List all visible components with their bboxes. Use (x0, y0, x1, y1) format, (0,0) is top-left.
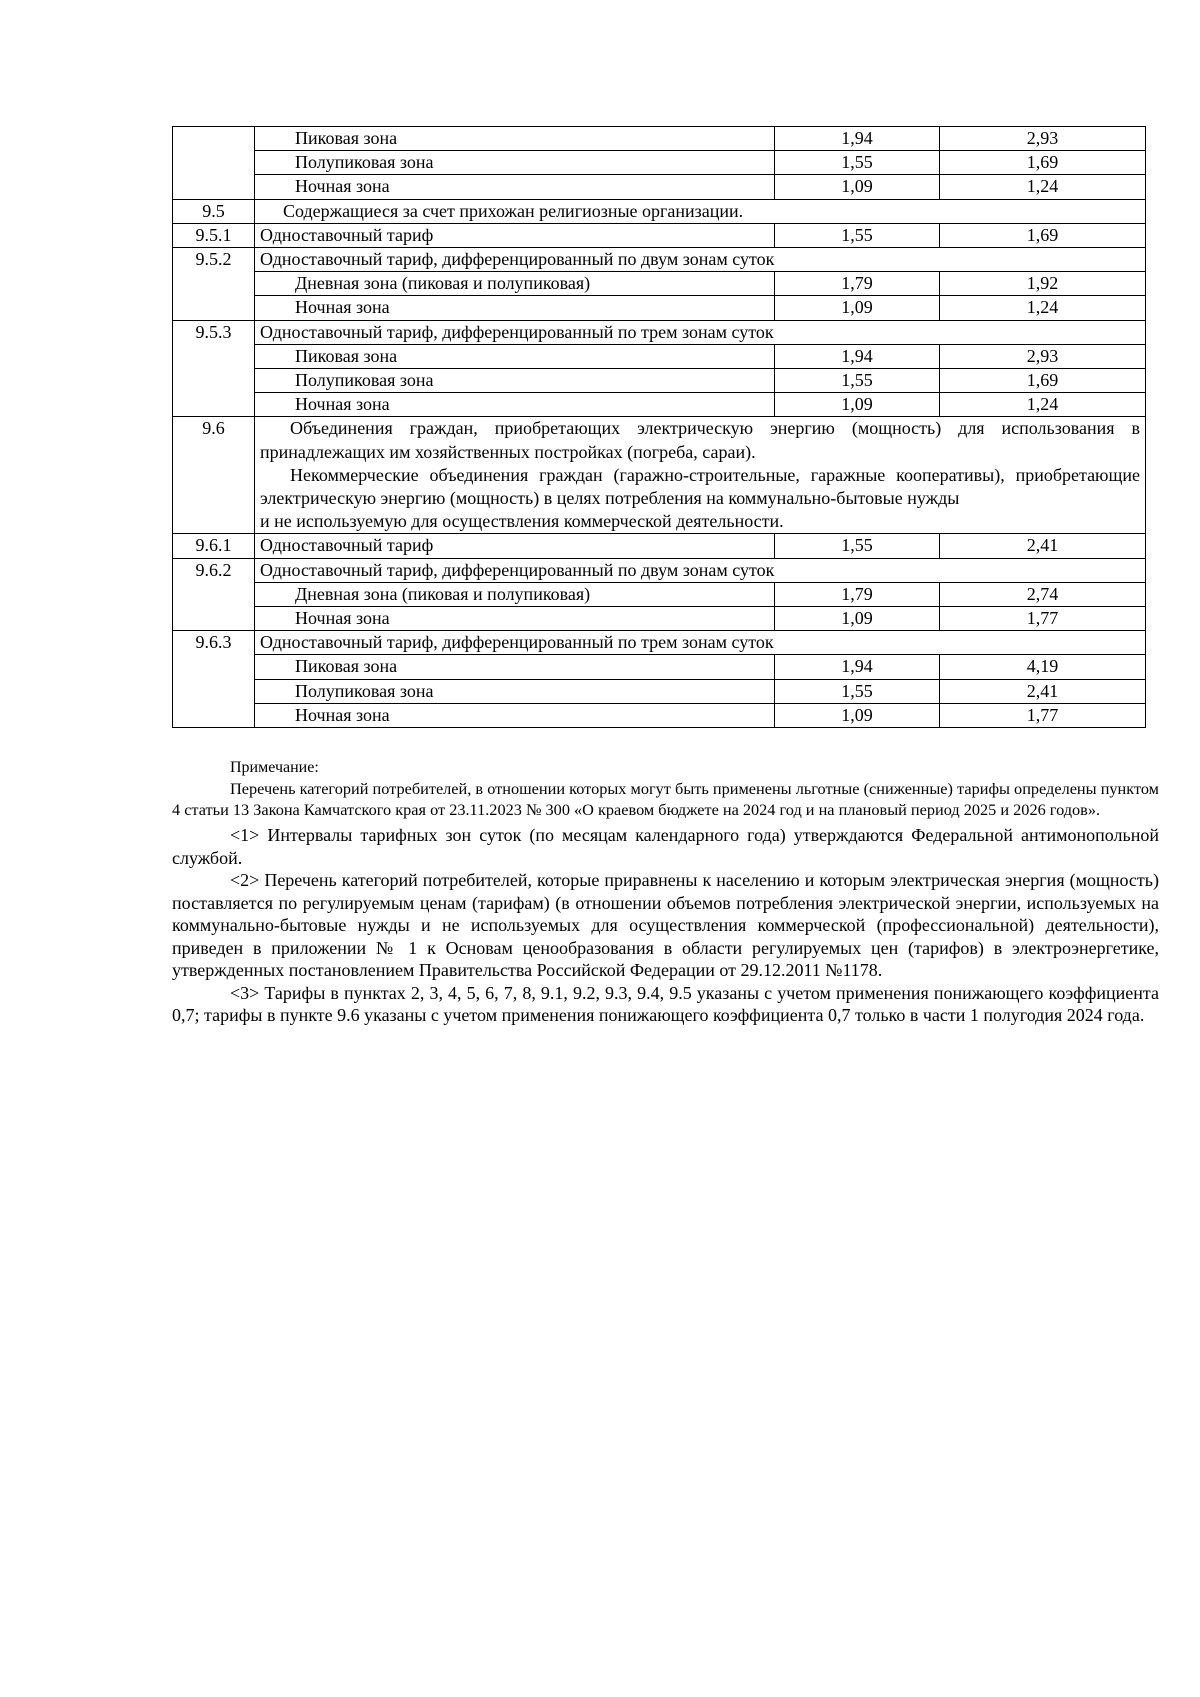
tariff-value-1: 1,79 (775, 582, 940, 606)
tariff-value-1: 1,79 (775, 272, 940, 296)
zone-label: Ночная зона (255, 393, 775, 417)
item-number: 9.5.2 (173, 248, 255, 321)
tariff-table (172, 126, 1146, 728)
table-row (173, 607, 1146, 631)
tariff-value-2: 1,77 (940, 703, 1146, 727)
table-row (173, 393, 1146, 417)
tariff-value-1: 1,09 (775, 175, 940, 199)
notes-section (172, 758, 1159, 1027)
table-row (173, 320, 1146, 344)
table-row (173, 151, 1146, 175)
zone-label: Дневная зона (пиковая и полупиковая) (255, 272, 775, 296)
tariff-value-1: 1,09 (775, 393, 940, 417)
tariff-value-2: 1,69 (940, 151, 1146, 175)
tariff-value-1: 1,55 (775, 151, 940, 175)
tariff-value-2: 2,93 (940, 344, 1146, 368)
tariff-value-2: 2,93 (940, 127, 1146, 151)
tariff-value-1: 1,09 (775, 296, 940, 320)
item-number: 9.6.1 (173, 534, 255, 558)
table-row (173, 223, 1146, 247)
table-row (173, 534, 1146, 558)
tariff-value-1: 1,55 (775, 369, 940, 393)
table-row (173, 655, 1146, 679)
tariff-value-2: 1,92 (940, 272, 1146, 296)
table-row (173, 703, 1146, 727)
zone-label: Ночная зона (255, 296, 775, 320)
section-paragraph: Объединения граждан, приобретающих электрическую энергию (мощность) для использования в принадлежащих им хозяйственных постройках (погреба, сараи). (260, 418, 1140, 462)
tariff-value-2: 2,41 (940, 679, 1146, 703)
tariff-value-1: 1,94 (775, 127, 940, 151)
item-number: 9.5.3 (173, 320, 255, 417)
section-header-row (173, 199, 1146, 223)
table-row (173, 248, 1146, 272)
tariff-label: Одноставочный тариф, дифференцированный по трем зонам суток (255, 320, 1146, 344)
footnote-1: <1> Интервалы тарифных зон суток (по месяцам календарного года) утверждаются Федеральной антимонопольной службой. (172, 825, 1159, 868)
tariff-value-1: 1,09 (775, 703, 940, 727)
tariff-value-1: 1,09 (775, 607, 940, 631)
table-row (173, 631, 1146, 655)
table-row (173, 175, 1146, 199)
zone-label: Дневная зона (пиковая и полупиковая) (255, 582, 775, 606)
zone-label: Пиковая зона (255, 655, 775, 679)
item-number: 9.6 (173, 417, 255, 534)
table-row (173, 344, 1146, 368)
tariff-value-2: 4,19 (940, 655, 1146, 679)
zone-label: Полупиковая зона (255, 151, 775, 175)
zone-label: Пиковая зона (255, 344, 775, 368)
table-row (173, 679, 1146, 703)
item-number: 9.6.3 (173, 631, 255, 728)
tariff-label: Одноставочный тариф, дифференцированный по трем зонам суток (255, 631, 1146, 655)
table-row (173, 582, 1146, 606)
table-row (173, 558, 1146, 582)
zone-label: Ночная зона (255, 703, 775, 727)
tariff-value-2: 1,69 (940, 223, 1146, 247)
section-title: Содержащиеся за счет прихожан религиозные организации. (255, 199, 1146, 223)
tariff-label: Одноставочный тариф (255, 223, 775, 247)
tariff-value-1: 1,55 (775, 679, 940, 703)
tariff-value-2: 2,74 (940, 582, 1146, 606)
footnote-2: <2> Перечень категорий потребителей, которые приравнены к населению и которым электрическая энергия (мощность) поставляется по регулируемым ценам (тарифам) (в отношении объемов потребления электрической энергии, используемых на коммунально-бытовые нужды и не используемых для осуществления коммерческой (профессиональной) деятельности), приведен в приложении № 1 к Основам ценообразования в области регулируемых цен (тарифов) в электроэнергетике, утвержденных постановлением Правительства Российской Федерации от 29.12.2011 №1178. (172, 870, 1159, 980)
tariff-value-2: 1,24 (940, 393, 1146, 417)
zone-label: Полупиковая зона (255, 679, 775, 703)
table-row (173, 369, 1146, 393)
tariff-value-2: 2,41 (940, 534, 1146, 558)
item-number-cell (173, 127, 255, 200)
tariff-value-1: 1,94 (775, 655, 940, 679)
footnote-3: <3> Тарифы в пунктах 2, 3, 4, 5, 6, 7, 8, 9.1, 9.2, 9.3, 9.4, 9.5 указаны с учетом применения понижающего коэффициента 0,7; тарифы в пункте 9.6 указаны с учетом применения понижающего коэффициента 0,7 только в части 1 полугодия 2024 года. (172, 982, 1159, 1025)
tariff-value-2: 1,69 (940, 369, 1146, 393)
tariff-value-1: 1,94 (775, 344, 940, 368)
item-number: 9.6.2 (173, 558, 255, 631)
tariff-value-1: 1,55 (775, 223, 940, 247)
item-number: 9.5 (173, 199, 255, 223)
table-row (173, 272, 1146, 296)
section-header-row (173, 417, 1146, 534)
tariff-value-2: 1,24 (940, 175, 1146, 199)
section-paragraph: и не используемую для осуществления коммерческой деятельности. (260, 511, 784, 532)
zone-label: Пиковая зона (255, 127, 775, 151)
tariff-label: Одноставочный тариф (255, 534, 775, 558)
tariff-value-1: 1,55 (775, 534, 940, 558)
table-row (173, 127, 1146, 151)
table-row (173, 296, 1146, 320)
tariff-value-2: 1,24 (940, 296, 1146, 320)
zone-label: Полупиковая зона (255, 369, 775, 393)
zone-label: Ночная зона (255, 175, 775, 199)
tariff-label: Одноставочный тариф, дифференцированный по двум зонам суток (255, 558, 1146, 582)
section-paragraph: Некоммерческие объединения граждан (гаражно-строительные, гаражные кооперативы), приобретающие электрическую энергию (мощность) в целях потребления на коммунально-бытовые нужды (260, 464, 1140, 509)
notes-intro: Перечень категорий потребителей, в отношении которых могут быть применены льготные (сниженные) тарифы определены пунктом 4 статьи 13 Закона Камчатского края от 23.11.2023 № 300 «О краевом бюджете на 2024 год и на плановый период 2025 и 2026 годов». (172, 779, 1159, 819)
tariff-value-2: 1,77 (940, 607, 1146, 631)
section-description (255, 417, 1146, 534)
item-number: 9.5.1 (173, 223, 255, 247)
zone-label: Ночная зона (255, 607, 775, 631)
tariff-label: Одноставочный тариф, дифференцированный по двум зонам суток (255, 248, 1146, 272)
notes-heading: Примечание: (230, 759, 319, 776)
